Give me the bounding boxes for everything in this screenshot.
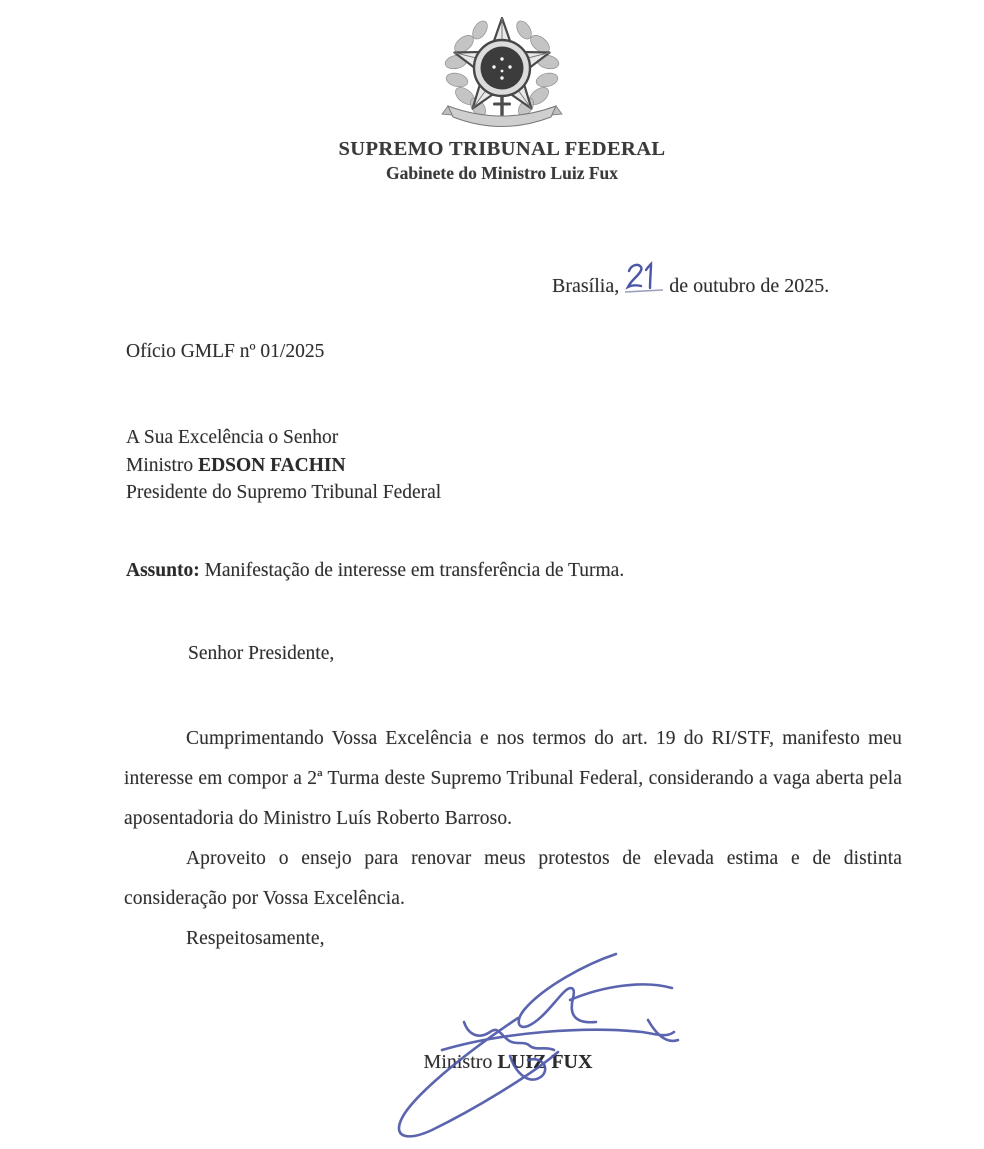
subject-label: Assunto: (126, 560, 200, 581)
addressee-line1: A Sua Excelência o Senhor (126, 427, 339, 448)
org-name: SUPREMO TRIBUNAL FEDERAL (338, 138, 666, 160)
addressee-block (126, 424, 441, 507)
date-line (552, 252, 829, 298)
addressee-line3: Presidente do Supremo Tribunal Federal (126, 482, 442, 503)
addressee-name: EDSON FACHIN (198, 454, 346, 476)
subject-line (126, 560, 624, 582)
reference-number: Ofício GMLF nº 01/2025 (126, 341, 325, 362)
date-suffix: de outubro de 2025. (669, 275, 830, 297)
body-paragraph-1: Cumprimentando Vossa Excelência e nos termos do art. 19 do RI/STF, manifesto meu interesse em compor a 2ª Turma deste Supremo Tribunal Federal, considerando a vaga aberta pela aposentadoria do Ministro Luís Roberto Barroso. (124, 728, 902, 829)
letterhead (292, 14, 712, 184)
closing-line: Respeitosamente, (186, 928, 325, 949)
letter-body (124, 719, 902, 959)
office-name: Gabinete do Ministro Luiz Fux (385, 163, 619, 183)
signer-name: LUIZ FUX (497, 1051, 593, 1073)
luiz-fux-signature-icon (318, 942, 694, 1149)
body-paragraph-2: Aproveito o ensejo para renovar meus protestos de elevada estima e de distinta consideração por Vossa Excelência. (124, 848, 902, 909)
addressee-line2: Ministro EDSON FACHIN (126, 454, 346, 476)
date-prefix: Brasília, (552, 275, 620, 297)
handwritten-day (623, 258, 665, 304)
signer-name-line: Ministro LUIZ FUX (423, 1051, 593, 1073)
salutation: Senhor Presidente, (188, 643, 335, 664)
brazil-coat-of-arms-icon (440, 14, 564, 134)
subject-text: Manifestação de interesse em transferência de Turma. (199, 560, 625, 581)
